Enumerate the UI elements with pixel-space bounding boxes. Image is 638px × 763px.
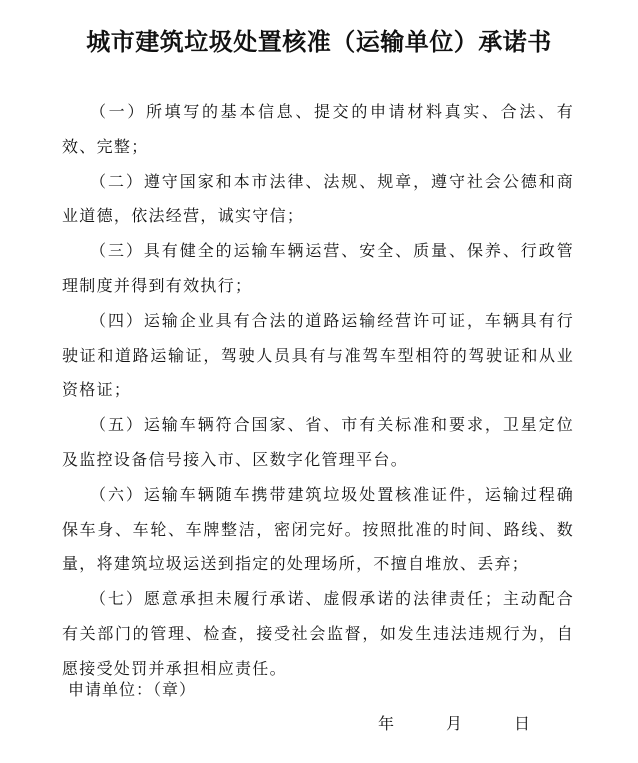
applicant-seal-label: 申请单位：（章） bbox=[68, 680, 197, 699]
clause-2: （二）遵守国家和本市法律、法规、规章，遵守社会公德和商业道德，依法经营，诚实守信； bbox=[62, 171, 574, 226]
clause-list bbox=[62, 95, 574, 687]
date-day-label: 日 bbox=[514, 714, 531, 733]
date-month-label: 月 bbox=[446, 714, 463, 733]
clause-4: （四）运输企业具有合法的道路运输经营许可证，车辆具有行驶证和道路运输证，驾驶人员具有与准驾车型相符的驾驶证和从业资格证； bbox=[62, 310, 574, 400]
clause-3: （三）具有健全的运输车辆运营、安全、质量、保养、行政管理制度并得到有效执行； bbox=[62, 241, 574, 295]
clause-7: （七）愿意承担未履行承诺、虚假承诺的法律责任；主动配合有关部门的管理、检查，接受社会监督，如发生违法违规行为，自愿接受处罚并承担相应责任。 bbox=[62, 589, 574, 678]
clause-5: （五）运输车辆符合国家、省、市有关标准和要求，卫星定位及监控设备信号接入市、区数字化管理平台。 bbox=[62, 415, 574, 469]
date-year-label: 年 bbox=[378, 714, 395, 733]
document-title: 城市建筑垃圾处置核准（运输单位）承诺书 bbox=[86, 27, 552, 56]
clause-6: （六）运输车辆随车携带建筑垃圾处置核准证件，运输过程确保车身、车轮、车牌整洁，密闭完好。按照批准的时间、路线、数量，将建筑垃圾运送到指定的处理场所，不擅自堆放、丢弃； bbox=[62, 484, 574, 574]
clause-1: （一）所填写的基本信息、提交的申请材料真实、合法、有效、完整； bbox=[62, 102, 574, 156]
